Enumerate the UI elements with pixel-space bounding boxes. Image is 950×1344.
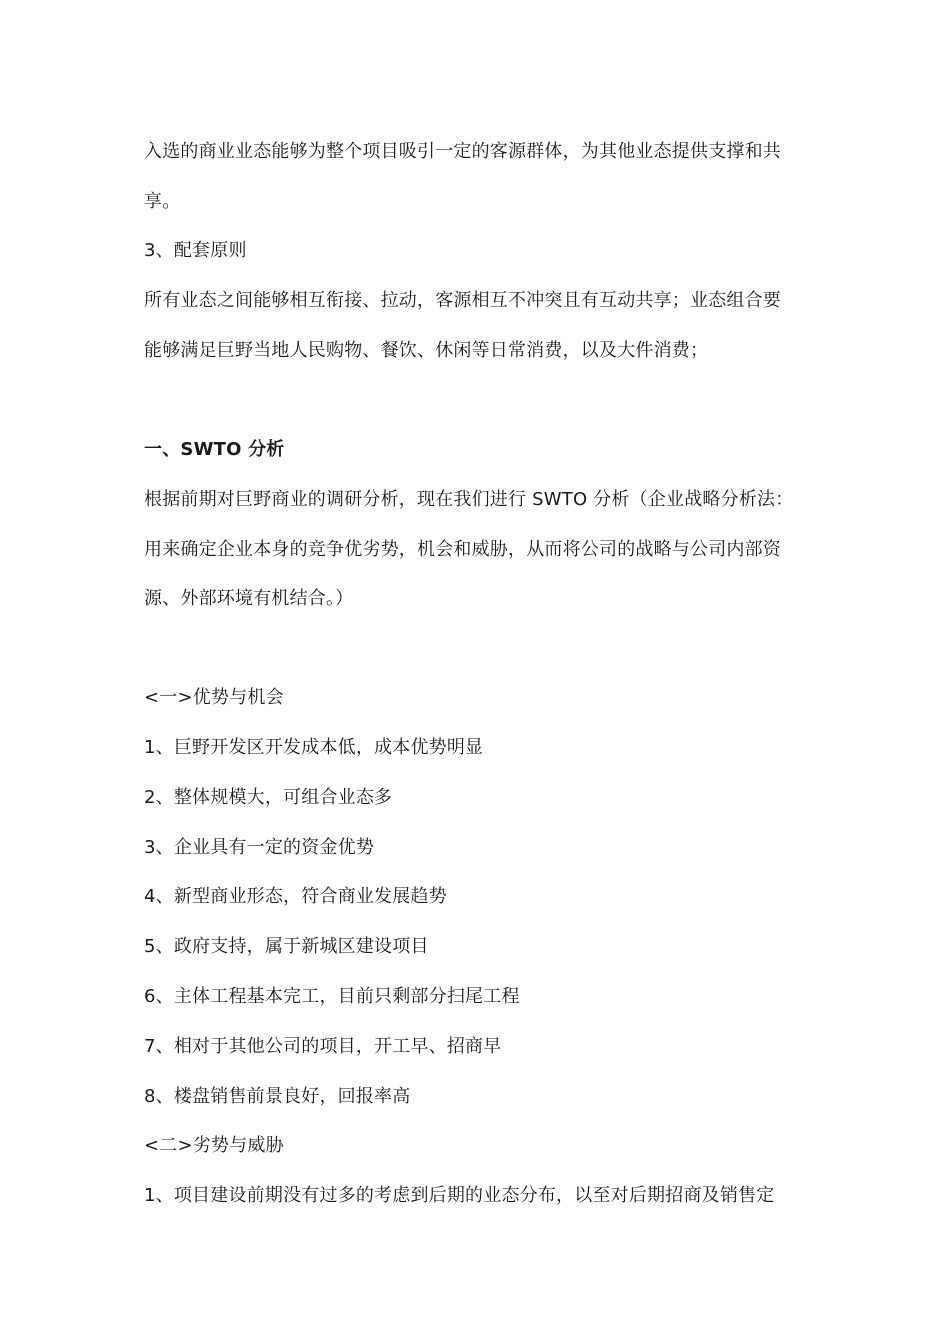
section-intro-line-1: 根据前期对巨野商业的调研分析，现在我们进行 SWTO 分析（企业战略分析法：	[144, 489, 794, 510]
list-item: 5、政府支持，属于新城区建设项目	[144, 936, 429, 957]
list-item: 6、主体工程基本完工，目前只剩部分扫尾工程	[144, 986, 520, 1007]
principle-3-title: 3、配套原则	[144, 240, 247, 261]
strengths-heading: <一>优势与机会	[144, 687, 284, 708]
list-item: 1、巨野开发区开发成本低，成本优势明显	[144, 737, 484, 758]
section-intro-line-2: 用来确定企业本身的竞争优劣势，机会和威胁，从而将公司的战略与公司内部资	[144, 539, 781, 560]
weaknesses-heading: <二>劣势与威胁	[144, 1135, 284, 1156]
list-item: 7、相对于其他公司的项目，开工早、招商早	[144, 1036, 502, 1057]
intro-line-1: 入选的商业业态能够为整个项目吸引一定的客源群体，为其他业态提供支撑和共	[144, 141, 781, 162]
principle-3-line-2: 能够满足巨野当地人民购物、餐饮、休闲等日常消费，以及大件消费；	[144, 340, 709, 361]
list-item: 4、新型商业形态，符合商业发展趋势	[144, 886, 447, 907]
section-heading: 一、SWTO 分析	[144, 439, 285, 460]
section-intro-line-3: 源、外部环境有机结合。）	[144, 588, 354, 609]
list-item: 1、项目建设前期没有过多的考虑到后期的业态分布，以至对后期招商及销售定	[144, 1185, 775, 1206]
principle-3-line-1: 所有业态之间能够相互衔接、拉动，客源相互不冲突且有互动共享；业态组合要	[144, 290, 781, 311]
list-item: 2、整体规模大，可组合业态多	[144, 787, 393, 808]
list-item: 3、企业具有一定的资金优势	[144, 837, 375, 858]
intro-line-2: 享。	[144, 191, 181, 212]
list-item: 8、楼盘销售前景良好，回报率高	[144, 1086, 411, 1107]
